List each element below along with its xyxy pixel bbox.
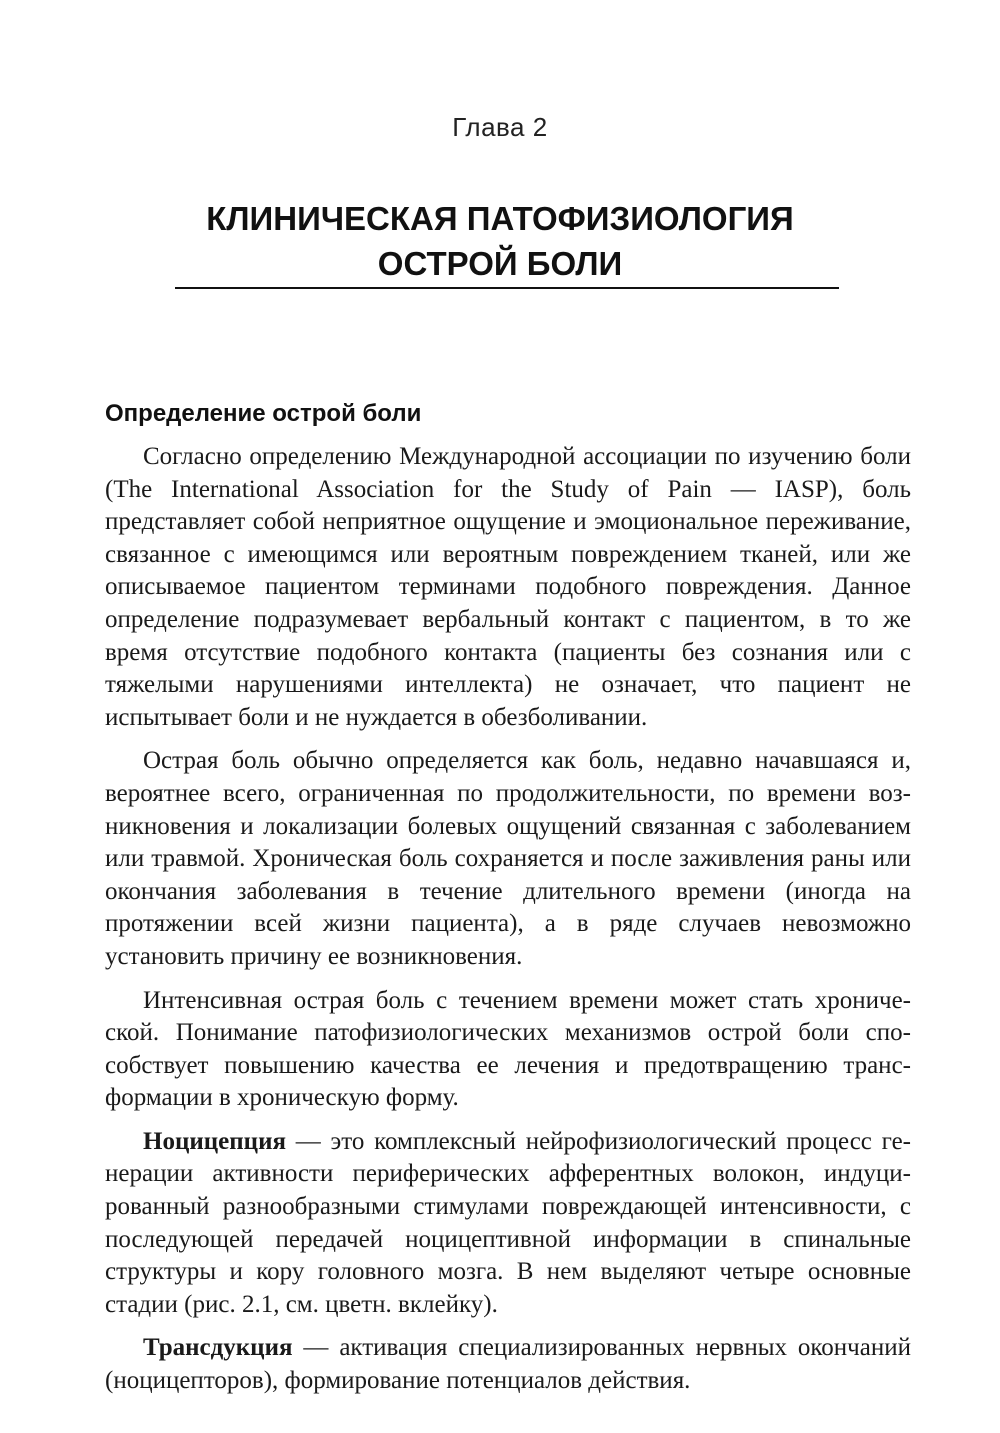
title-divider — [175, 287, 839, 289]
section-heading: Определение острой боли — [105, 400, 422, 427]
chapter-title — [0, 196, 1000, 286]
paragraph-text: Интенсивная острая боль с течением времени может стать хронической. Понимание патофизиологических механизмов острой боли способствует повышению качества ее лечения и предотвращению трансформации в хроническую форму. — [105, 986, 911, 1112]
paragraph-text: Согласно определению Международной ассоциации по изучению боли (The International Association for the Study of Pain — IASP), боль представляет собой неприятное ощущение и эмоциональное переживание, связанное с имеющимся или вероятным повреждением тканей, или же описываемое пациентом терминами подобного повреждения. Данное определение подразумевает вербальный контакт с пациентом, в то же время отсутствие подобного контакта (пациенты без сознания или с тяжелыми нарушениями интеллекта) не означает, что пациент не испытывает боли и не нуждается в обезболивании. — [105, 443, 911, 731]
paragraph-nociception — [105, 1126, 911, 1322]
chapter-label: Глава 2 — [452, 112, 548, 142]
chapter-title-line-1: КЛИНИЧЕСКАЯ ПАТОФИЗИОЛОГИЯ — [206, 200, 794, 237]
paragraph-chronic-transition — [105, 985, 911, 1115]
paragraph-acute-pain — [105, 745, 911, 973]
body-text — [105, 441, 911, 1409]
chapter-title-line-2: ОСТРОЙ БОЛИ — [377, 245, 623, 282]
paragraph-text: — это комплексный нейрофизиологический процесс генерации активности периферических афферентных волокон, индуцированный разнообразными стимулами повреждающей интенсивности, с последующей передачей ноцицептивной информации в спинальные структуры и кору головного мозга. В нем выделяют четыре основные стадии (рис. 2.1, см. цветн. вклейку). — [105, 1127, 911, 1318]
paragraph-text: — активация специализированных нервных окончаний (ноцицепторов), формирование потенциалов действия. — [105, 1334, 911, 1395]
paragraph-definition — [105, 441, 911, 734]
paragraph-transduction — [105, 1332, 911, 1397]
paragraph-text: Острая боль обычно определяется как боль, недавно начавшаяся и, вероятнее всего, ограниченная по продолжительности, по времени возникновения и локализации болевых ощущений связанная с заболеванием или травмой. Хроническая боль сохраняется и после заживления раны или окончания заболевания в течение длительного времени (иногда на протяжении всей жизни пациента), а в ряде случаев невозможно установить причину ее возникновения. — [105, 747, 911, 970]
term-transduction: Трансдукция — [143, 1334, 293, 1362]
term-nociception: Ноцицепция — [143, 1127, 286, 1155]
